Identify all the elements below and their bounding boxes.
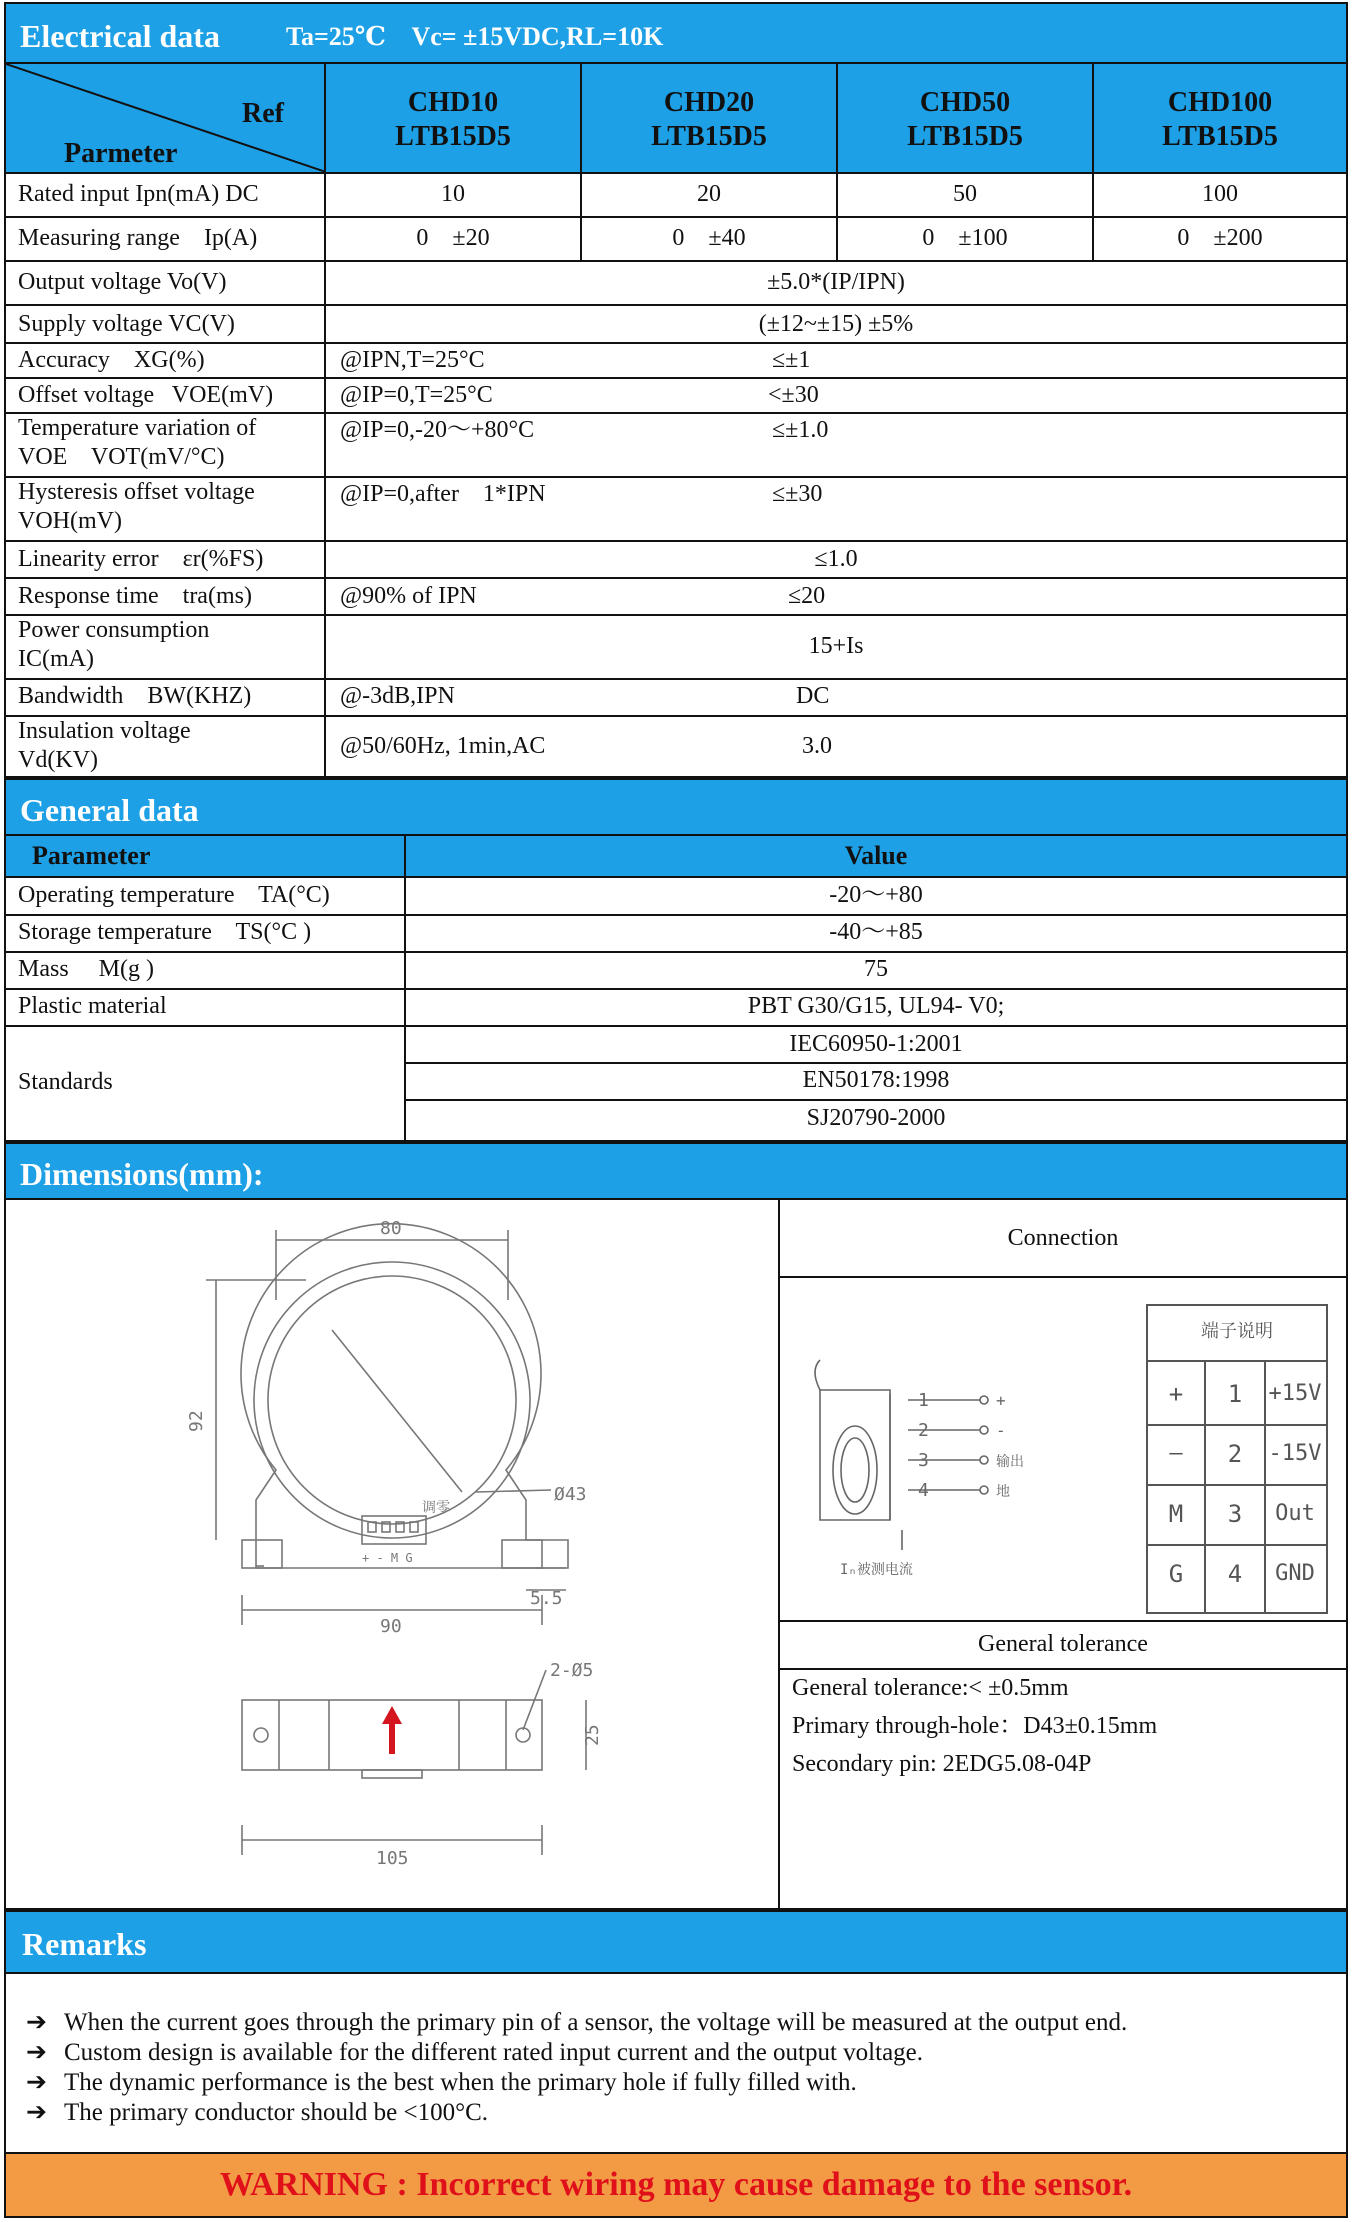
terminal-description: -15V — [1268, 1441, 1322, 1466]
insulation-voltage-condition: @50/60Hz, 1min,AC — [340, 733, 546, 759]
supply-voltage-label: Supply voltage VC(V) — [18, 311, 235, 337]
response-time-label: Response time tra(ms) — [18, 583, 252, 609]
dim-holes-2x5: 2-Ø5 — [550, 1660, 594, 1681]
bandwidth-value: DC — [796, 683, 830, 709]
terminal-symbol: G — [1168, 1560, 1184, 1588]
schematic-pin-4: 4 — [918, 1480, 929, 1501]
remark-item: ➔ When the current goes through the primary pin of a sensor, the voltage will be measured at the output end. — [26, 2009, 1128, 2036]
general-data-header — [4, 778, 1348, 836]
general-tolerance-title: General tolerance — [978, 1631, 1148, 1657]
electrical-data-table — [4, 64, 1348, 778]
dim-width-105: 105 — [376, 1848, 409, 1869]
terminal-table — [1146, 1304, 1328, 1614]
response-time-value: ≤20 — [788, 583, 826, 609]
dim-height-92: 92 — [186, 1410, 207, 1432]
supply-voltage-value: (±12~±15) ±5% — [758, 311, 914, 337]
terminal-symbol: — — [1169, 1441, 1183, 1466]
bandwidth-label: Bandwidth BW(KHZ) — [18, 683, 252, 709]
terminal-description: Out — [1275, 1501, 1315, 1526]
header-parameter: Parmeter — [64, 138, 178, 169]
measuring-range-value: 0 ±200 — [1177, 225, 1263, 251]
dimensions-header — [4, 1142, 1348, 1200]
model-chd10: CHD10 LTB15D5 — [395, 87, 511, 152]
general-data-title: General data — [20, 792, 199, 828]
response-time-condition: @90% of IPN — [340, 583, 477, 609]
mechanical-drawing — [6, 1200, 776, 1908]
standard-value: EN50178:1998 — [802, 1067, 950, 1093]
accuracy-value: ≤±1 — [772, 347, 811, 373]
header-ref: Ref — [242, 98, 284, 129]
dimensions-title: Dimensions(mm): — [20, 1156, 264, 1192]
tolerance-line: General tolerance:< ±0.5mm — [792, 1675, 1069, 1701]
temperature-variation-label: Temperature variation of VOE VOT(mV/°C) — [18, 415, 257, 470]
remark-item: ➔ The primary conductor should be <100°C. — [26, 2099, 489, 2126]
plastic-material-value: PBT G30/G15, UL94- V0; — [747, 993, 1005, 1019]
tolerance-line: Secondary pin: 2EDG5.08-04P — [792, 1751, 1092, 1777]
dim-width-80: 80 — [380, 1218, 402, 1239]
dim-thickness-55: 5.5 — [530, 1588, 563, 1609]
standards-label: Standards — [18, 1069, 113, 1095]
bandwidth-condition: @-3dB,IPN — [340, 683, 455, 709]
offset-voltage-value: <±30 — [768, 382, 819, 408]
connection-title: Connection — [1007, 1225, 1119, 1251]
mass-value: 75 — [864, 956, 888, 982]
terminal-number: 3 — [1227, 1500, 1243, 1528]
offset-voltage-label: Offset voltage VOE(mV) — [18, 382, 274, 408]
remarks-title: Remarks — [22, 1926, 147, 1962]
terminal-header: 端子说明 — [1201, 1321, 1273, 1342]
plastic-material-label: Plastic material — [18, 993, 167, 1019]
model-chd100: CHD100 LTB15D5 — [1162, 87, 1278, 152]
accuracy-label: Accuracy XG(%) — [18, 347, 205, 373]
accuracy-condition: @IPN,T=25°C — [340, 347, 485, 373]
arrow-bullet-icon: ➔ — [26, 2039, 47, 2066]
hysteresis-label: Hysteresis offset voltage VOH(mV) — [18, 479, 255, 534]
remarks-header — [4, 1910, 1348, 1972]
zero-adjust-label: 调零 — [422, 1500, 450, 1516]
schematic-label-plus: + — [996, 1391, 1006, 1410]
arrow-bullet-icon: ➔ — [26, 2009, 47, 2036]
measuring-range-value: 0 ±20 — [416, 225, 490, 251]
rated-input-value: 10 — [441, 181, 465, 207]
schematic-pin-1: 1 — [918, 1390, 929, 1411]
power-consumption-value: 15+Is — [808, 633, 864, 659]
measuring-range-value: 0 ±100 — [922, 225, 1008, 251]
schematic-current-label: Iₙ被测电流 — [840, 1562, 913, 1578]
schematic-label-minus: - — [996, 1421, 1006, 1440]
terminal-symbol: + — [1168, 1380, 1184, 1408]
warning-text: WARNING : Incorrect wiring may cause damage to the sensor. — [219, 2166, 1133, 2203]
tolerance-line: Primary through-hole：D43±0.15mm — [792, 1713, 1158, 1739]
remarks-panel — [4, 1972, 1348, 2154]
measuring-range-value: 0 ±40 — [672, 225, 746, 251]
dim-width-90: 90 — [380, 1616, 402, 1637]
rated-input-value: 100 — [1202, 181, 1238, 207]
schematic-label-output: 输出 — [996, 1454, 1024, 1470]
general-data-table — [4, 836, 1348, 1142]
linearity-value: ≤1.0 — [814, 546, 858, 572]
arrow-bullet-icon: ➔ — [26, 2099, 47, 2126]
hysteresis-value: ≤±30 — [772, 481, 823, 507]
schematic-pin-2: 2 — [918, 1420, 929, 1441]
linearity-label: Linearity error εr(%FS) — [18, 546, 264, 572]
remark-item: ➔ Custom design is available for the different rated input current and the output voltage. — [26, 2039, 924, 2066]
standard-value: IEC60950-1:2001 — [789, 1031, 963, 1057]
schematic-pin-3: 3 — [918, 1450, 929, 1471]
terminal-number: 4 — [1227, 1560, 1243, 1588]
general-col-value: Value — [844, 841, 908, 870]
output-voltage-label: Output voltage Vo(V) — [18, 269, 227, 295]
test-conditions: Ta=25℃ Vc= ±15VDC,RL=10K — [286, 22, 664, 51]
pin-order-label: + - M G — [362, 1551, 413, 1565]
terminal-description: +15V — [1268, 1381, 1322, 1406]
terminal-number: 2 — [1227, 1440, 1243, 1468]
dim-height-25: 25 — [582, 1724, 603, 1746]
remark-item: ➔ The dynamic performance is the best when the primary hole if fully filled with. — [26, 2069, 857, 2096]
standard-value: SJ20790-2000 — [806, 1105, 946, 1131]
electrical-data-title: Electrical data — [20, 18, 220, 54]
measuring-range-label: Measuring range Ip(A) — [18, 225, 258, 251]
insulation-voltage-value: 3.0 — [802, 733, 832, 759]
schematic-label-ground: 地 — [996, 1484, 1010, 1500]
power-consumption-label: Power consumption IC(mA) — [18, 617, 210, 672]
general-col-parameter: Parameter — [32, 841, 151, 870]
temperature-variation-condition: @IP=0,-20～+80°C — [340, 417, 535, 443]
terminal-number: 1 — [1227, 1380, 1243, 1408]
insulation-voltage-label: Insulation voltage Vd(KV) — [18, 718, 191, 773]
arrow-bullet-icon: ➔ — [26, 2069, 47, 2096]
rated-input-value: 50 — [953, 181, 977, 207]
terminal-symbol: M — [1168, 1500, 1184, 1528]
output-voltage-value: ±5.0*(IP/IPN) — [767, 269, 905, 295]
hysteresis-condition: @IP=0,after 1*IPN — [340, 481, 546, 507]
rated-input-label: Rated input Ipn(mA) DC — [18, 181, 259, 207]
dim-hole-43: Ø43 — [554, 1484, 587, 1505]
model-chd50: CHD50 LTB15D5 — [907, 87, 1023, 152]
dimensions-panel — [4, 1200, 1348, 1910]
storage-temperature-value: -40～+85 — [829, 919, 923, 945]
operating-temperature-value: -20～+80 — [829, 882, 923, 908]
operating-temperature-label: Operating temperature TA(°C) — [18, 882, 330, 908]
mass-label: Mass M(g ) — [18, 956, 154, 982]
model-chd20: CHD20 LTB15D5 — [651, 87, 767, 152]
terminal-description: GND — [1275, 1561, 1315, 1586]
rated-input-value: 20 — [697, 181, 721, 207]
temperature-variation-value: ≤±1.0 — [772, 417, 829, 443]
warning-banner — [4, 2154, 1348, 2218]
offset-voltage-condition: @IP=0,T=25°C — [340, 382, 493, 408]
storage-temperature-label: Storage temperature TS(°C ) — [18, 919, 312, 945]
electrical-data-header — [4, 2, 1348, 64]
